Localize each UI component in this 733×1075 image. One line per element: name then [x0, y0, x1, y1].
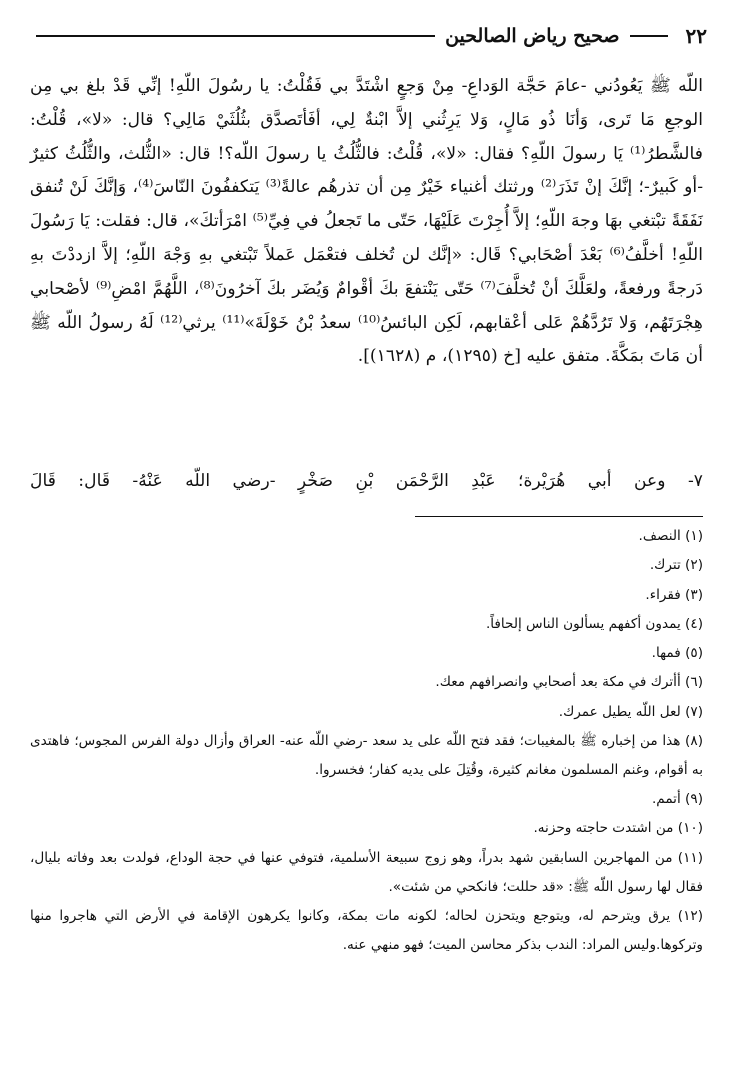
footnote-divider: [415, 516, 703, 517]
header-rule-right: [630, 35, 668, 37]
footnote-5: (٥) فمها.: [651, 645, 703, 662]
footnote-10: (١٠) من اشتدت حاجته وحزنه.: [533, 820, 703, 837]
page-header: [26, 22, 707, 50]
next-hadith-opening: ٧- وعن أبي هُرَيْرة؛ عَبْدِ الرَّحْمَن بْنِ صَخْرٍ -رضي اللّه عَنْهُ- قَال: قَالَ: [30, 471, 703, 491]
footnote-6: (٦) أأترك في مكة بعد أصحابي وانصرافهم معك.: [435, 674, 703, 691]
hadith-text: [30, 70, 703, 374]
footnote-8: (٨) هذا من إخباره ﷺ بالمغيبات؛ فقد فتح اللّه على يد سعد -رضي اللّه عنه- العراق وأزال دولة الفرس المجوس؛ فاهتدى به أقوام، وغنم المسلمون مغانم كثيرة، وقُتِلَ على يديه كفار؛ فخسروا.: [30, 733, 703, 779]
footnote-1: (١) النصف.: [638, 528, 703, 544]
hadith-paragraph: اللّه ﷺ يَعُودُني -عامَ حَجَّة الوَداعِ- مِنْ وَجعٍ اشْتَدَّ بي فَقُلْتُ: يا رسُولَ اللّهِ! إنِّي قَدْ بلغ بي مِن الوجعِ مَا تَرى، وَأنَا ذُو مَالٍ، وَلا يَرِثُني إلاَّ ابْنةٌ لِي، أفَأتَصدَّق بثُلُثَيْ مَالِي؟ قال: «لا»، قُلْتُ: فالشَّطرُ⁽¹⁾ يَا رسولَ اللّهِ؟ فقال: «لا»، قُلْتُ: فالثُّلُثُ يا رسولَ اللّه؟! قال: «الثُّلث، والثُّلُثُ كثيرٌ -أو كَبيرٌ-؛ إنَّكَ إنْ تَذَرَ⁽²⁾ ورثتك أغنياء خَيْرٌ مِن أن تذرهُم عالةً⁽³⁾ يَتكففُونَ النّاسَ⁽⁴⁾، وَإنَّكَ لَنْ تُنفق نَفَقَةً تبْتغي بهَا وجهَ اللّهِ؛ إلاَّ أُجِرْتَ عَلَيْهَا، حَتّى ما تَجعلُ في فِيِّ⁽⁵⁾ امْرَأتكَ»، قال: فقلت: يَا رَسُولَ اللّهِ! أخلَّفُ⁽⁶⁾ بَعْدَ أصْحَابي؟ قَال: «إنَّك لن تُخلف فتعْمَل عَملاً تَبْتغي بهِ وَجْهَ اللّهِ؛ إلاَّ ازددْتَ بهِ دَرجةً ورفعةً، ولعَلَّكَ أنْ تُخلَّفَ⁽⁷⁾ حَتّى يَنْتفعَ بكَ أقْوامٌ وَيُضَر بكَ آخرُونَ⁽⁸⁾، اللَّهُمَّ امْضِ⁽⁹⁾ لأصْحابي هِجْرَتَهُم، وَلا تَرُدَّهُمْ عَلى أعْقابهم، لَكِن البائسُ⁽¹⁰⁾ سعدُ بْنُ خَوْلَةَ»⁽¹¹⁾ يرثي⁽¹²⁾ لَهُ رسولُ اللّه ﷺ أن مَاتَ بمَكَّةَ. متفق عليه [خ (١٢٩٥)، م (١٦٢٨)].: [30, 76, 704, 367]
footnote-4: (٤) يمدون أكفهم يسألون الناس إلحافاً.: [485, 615, 703, 632]
book-title: صحيح رياض الصالحين: [445, 25, 620, 47]
footnote-9: (٩) أتمم.: [651, 791, 703, 808]
footnote-12: (١٢) يرق ويترحم له، ويتوجع ويتحزن لحاله؛ لكونه مات بمكة، وكانوا يكرهون الإقامة في الأرض التي هاجروا منها وتركوها.وليس المراد: الندب بذكر محاسن الميت؛ فهو منهي عنه.: [30, 907, 703, 953]
footnote-2: (٢) تترك.: [649, 557, 703, 574]
footnote-11: (١١) من المهاجرين السابقين شهد بدراً، وهو زوج سبيعة الأسلمية، فتوفي عنها في حجة الوداع، فولدت بعد وفاته بليال، فقال لها رسول اللّه ﷺ: «قد حللت؛ فانكحي من شئت».: [30, 849, 703, 895]
footnote-3: (٣) فقراء.: [645, 586, 703, 603]
footnote-7: (٧) لعل اللّه يطيل عمرك.: [558, 703, 703, 720]
page-number: ٢٢: [685, 24, 707, 48]
header-rule-left: [36, 35, 435, 37]
footnotes: [30, 522, 703, 960]
